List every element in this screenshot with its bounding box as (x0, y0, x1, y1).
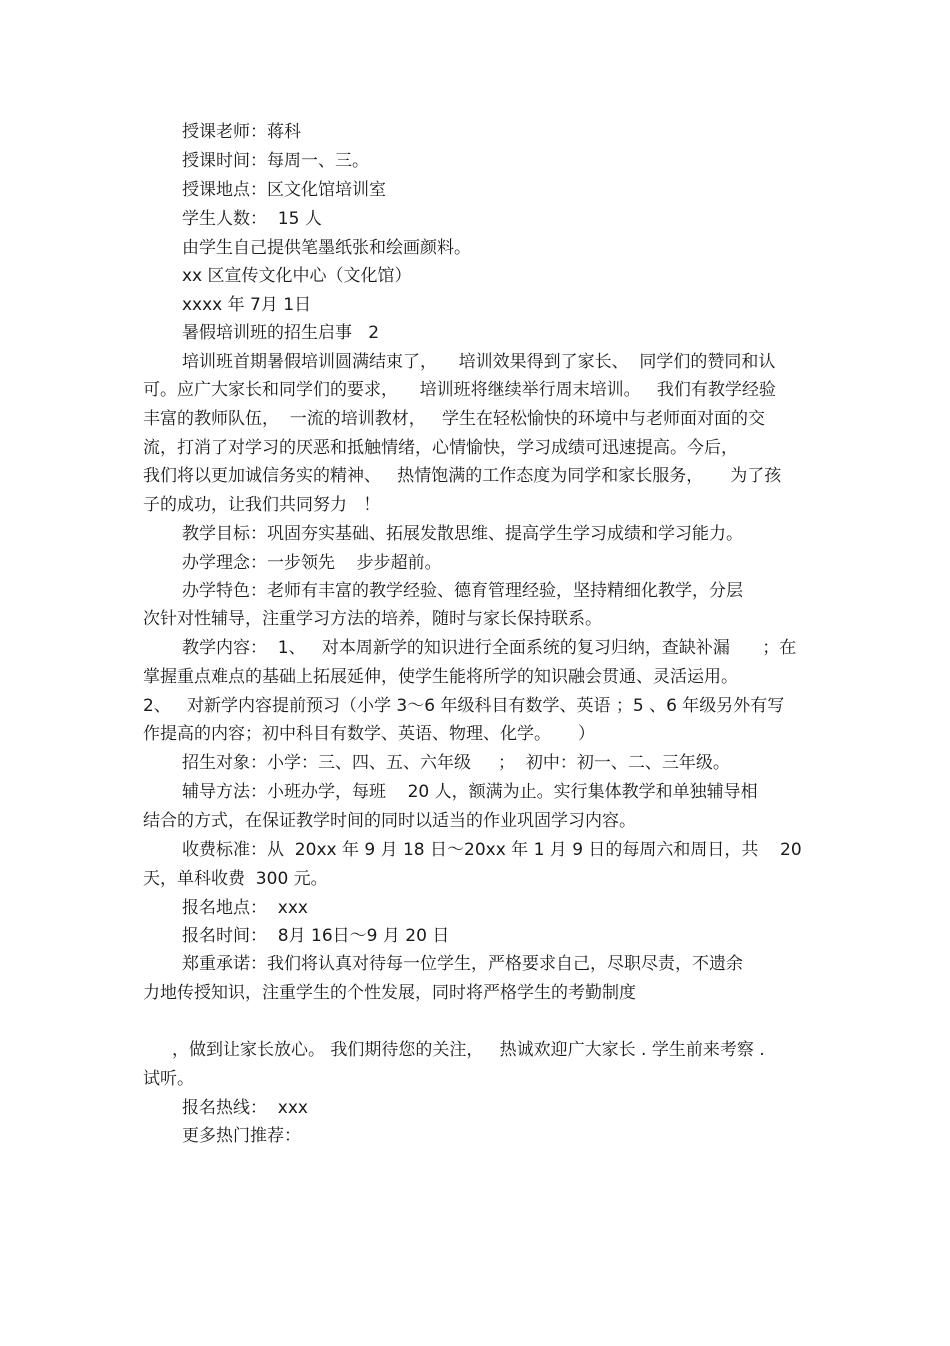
text-line: 培训班首期暑假培训圆满结束了， 培训效果得到了家长、 同学们的赞同和认 (182, 352, 776, 372)
text-line: 招生对象：小学：三、四、五、六年级 ； 初中：初一、二、三年级。 (182, 753, 730, 773)
text-line: 学生人数： 15 人 (182, 209, 322, 229)
text-line: 收费标准：从 20xx 年 9 月 18 日～20xx 年 1 月 9 日的每周六和周日，共 20 (182, 840, 802, 860)
text-line: 授课老师：蒋科 (182, 122, 301, 142)
text-line: 可。应广大家长和同学们的要求， 培训班将继续举行周末培训。 我们有教学经验 (143, 380, 776, 400)
text-line: 流，打消了对学习的厌恶和抵触情绪，心情愉快，学习成绩可迅速提高。今后， (143, 438, 738, 458)
text-line: 授课地点：区文化馆培训室 (182, 180, 386, 200)
text-line: 郑重承诺：我们将认真对待每一位学生，严格要求自己，尽职尽责，不遗余 (182, 954, 743, 974)
text-line: 办学特色：老师有丰富的教学经验、德育管理经验，坚持精细化教学，分层 (182, 581, 743, 601)
text-line: 报名时间： 8月 16日～9 月 20 日 (182, 926, 450, 946)
text-line: 我们将以更加诚信务实的精神、 热情饱满的工作态度为同学和家长服务， 为了孩 (143, 466, 782, 486)
text-line: 2、 对新学内容提前预习（小学 3～6 年级科目有数学、英语 ；5 、6 年级另外有写 (143, 696, 785, 716)
text-line: xxxx 年 7月 1日 (182, 295, 312, 315)
text-line: 由学生自己提供笔墨纸张和绘画颜料。 (182, 238, 471, 258)
text-line: 掌握重点难点的基础上拓展延伸，使学生能将所学的知识融会贯通、灵活运用。 (143, 667, 738, 687)
text-line: xx 区宣传文化中心（文化馆） (182, 266, 412, 286)
text-line: 丰富的教师队伍， 一流的培训教材， 学生在轻松愉快的环境中与老师面对面的交 (143, 409, 766, 429)
section-heading: 暑假培训班的招生启事 2 (182, 323, 380, 343)
text-line: 试听。 (143, 1069, 194, 1089)
text-line: 报名热线： xxx (182, 1098, 308, 1118)
text-line: 教学目标：巩固夯实基础、拓展发散思维、提高学生学习成绩和学习能力。 (182, 524, 743, 544)
text-line: 更多热门推荐： (182, 1126, 301, 1146)
text-line: 作提高的内容；初中科目有数学、英语、物理、化学。 ） (143, 724, 596, 744)
text-line: 子的成功，让我们共同努力 ！ (143, 495, 381, 515)
text-line: ，做到让家长放心。 我们期待您的关注， 热诚欢迎广大家长 . 学生前来考察 . (172, 1040, 765, 1060)
text-line: 力地传授知识，注重学生的个性发展，同时将严格学生的考勤制度 (143, 983, 636, 1003)
text-line: 办学理念：一步领先 步步超前。 (182, 553, 442, 573)
text-line: 授课时间：每周一、三。 (182, 151, 369, 171)
text-line: 报名地点： xxx (182, 898, 308, 918)
text-line: 天，单科收费 300 元。 (143, 869, 328, 889)
text-line: 教学内容： 1、 对本周新学的知识进行全面系统的复习归纳，查缺补漏 ；在 (182, 638, 797, 658)
text-line: 结合的方式，在保证教学时间的同时以适当的作业巩固学习内容。 (143, 811, 636, 831)
text-line: 次针对性辅导，注重学习方法的培养，随时与家长保持联系。 (143, 609, 602, 629)
text-line: 辅导方法：小班办学，每班 20 人，额满为止。实行集体教学和单独辅导相 (182, 782, 758, 802)
